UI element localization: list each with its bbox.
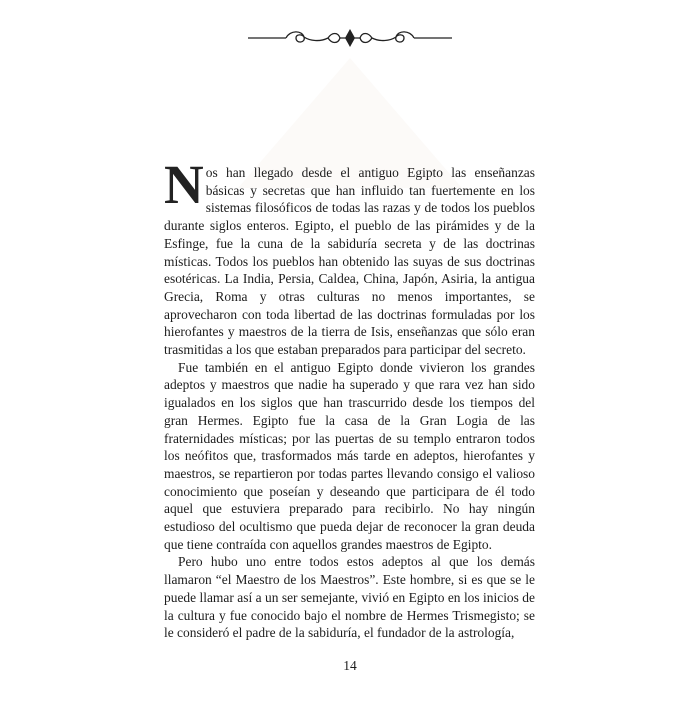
ornament-divider [246, 26, 454, 50]
paragraph-2: Fue también en el antiguo Egipto donde vivieron los grandes adeptos y maestros que nadie ha superado y que rara vez han sido igualados en los siglos que han trascurrido desde los tiempos del gran Hermes. Egipto fue la casa de la Gran Logia de las fraternidades místicas; por las puertas de su templo entraron todos los neófitos que, trasformados más tarde en adeptos, hierofantes y maestros, se repartieron por todas partes llevando consigo el valioso conocimiento que poseían y deseando que participara de él todo aquel que estuviera preparado para recibirlo. No hay ningún estudioso del ocultismo que pueda dejar de reconocer la gran deuda que tiene contraída con aquellos grandes maestros de Egipto. [164, 359, 535, 552]
paragraph-1 [164, 154, 535, 359]
drop-cap: N [164, 154, 204, 215]
paragraph-3: Pero hubo uno entre todos estos adeptos al que los demás llamaron “el Maestro de los Maestros”. Este hombre, si es que se le puede llamar así a un ser semejante, vivió en Egipto en los inicios de la cultura y fue conocido bajo el nombre de Hermes Trismegisto; se le consideró el padre de la sabiduría, el fundador de la astrología, [164, 554, 535, 641]
body-text [164, 154, 535, 642]
page-number: 14 [343, 658, 357, 673]
paragraph-1-text: os han llegado desde el antiguo Egipto las enseñanzas básicas y secretas que han influido tan fuertemente en los sistemas filosóficos de todas las razas y de todos los pueblos durante siglos enteros. Egipto, el pueblo de las pirámides y de la Esfinge, fue la cuna de la sabiduría secreta y de las doctrinas místicas. Todos los pueblos han obtenido las suyas de sus doctrinas esotéricas. La India, Persia, Caldea, China, Japón, Asiria, la antigua Grecia, Roma y otras culturas no menos importantes, se aprovecharon con toda libertad de las doctrinas formuladas por los hierofantes y maestros de la tierra de Isis, enseñanzas que sólo eran trasmitidas a los que estaban preparados para participar del secreto. [164, 165, 535, 358]
